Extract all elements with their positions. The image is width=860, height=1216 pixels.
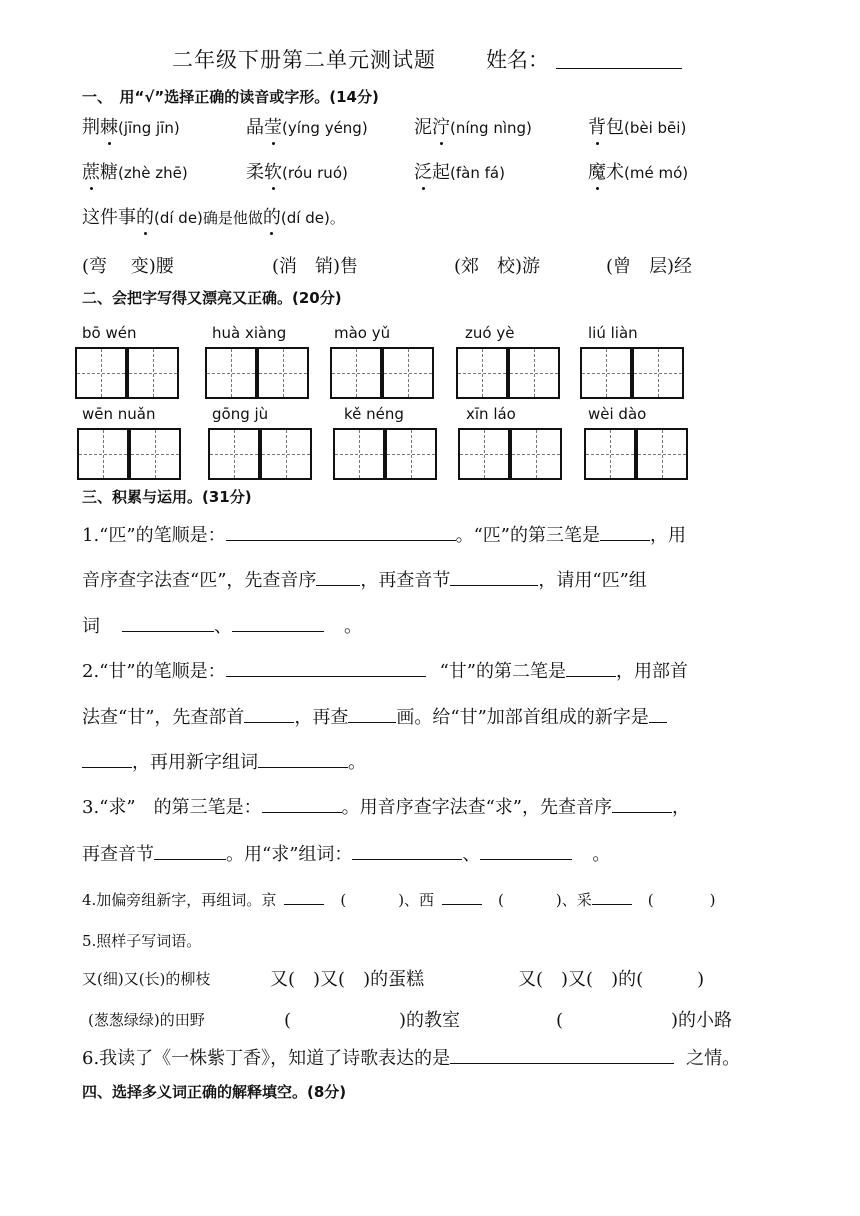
answer-blank[interactable]: [352, 843, 462, 860]
answer-blank[interactable]: [348, 706, 396, 723]
q5-example: 又(细)又(长)的柳枝: [82, 970, 211, 988]
q5-title: 5.照样子写词语。: [82, 932, 202, 950]
pinyin-label: kě néng: [344, 405, 404, 423]
pinyin-label: bō wén: [82, 324, 137, 342]
answer-blank[interactable]: [612, 796, 672, 813]
answer-blank[interactable]: [244, 706, 294, 723]
q5-item-4: ( )的小路: [556, 1010, 733, 1031]
q2-line-1: 2.“甘”的笔顺是： “甘”的第二笔是 ，用部首: [82, 661, 688, 682]
pinyin-label: xīn láo: [466, 405, 516, 423]
s1-row-2c: 泛起(fàn fá): [414, 162, 505, 183]
answer-blank[interactable]: [226, 524, 456, 541]
writing-box[interactable]: [75, 347, 127, 399]
answer-blank[interactable]: [154, 843, 226, 860]
s1-row-3: 这件事的(dí de)确是他做的(dí de)。: [82, 207, 345, 228]
writing-box[interactable]: [385, 428, 437, 480]
answer-blank[interactable]: [450, 569, 538, 586]
answer-blank[interactable]: [600, 524, 650, 541]
name-label: 姓名：: [486, 48, 549, 72]
writing-box[interactable]: [510, 428, 562, 480]
s1-row-2d: 魔术(mé mó): [588, 162, 689, 183]
s1-row-2b: 柔软(róu ruó): [246, 162, 348, 183]
s1-row-1c: 泥泞(níng nìng): [414, 117, 532, 138]
writing-box[interactable]: [584, 428, 636, 480]
s1-row-1b: 晶莹(yíng yéng): [246, 117, 368, 138]
q6-line: 6.我读了《一株紫丁香》，知道了诗歌表达的是 之情。: [82, 1048, 741, 1069]
writing-box[interactable]: [382, 347, 434, 399]
writing-box[interactable]: [508, 347, 560, 399]
writing-box[interactable]: [458, 428, 510, 480]
answer-blank[interactable]: [316, 569, 360, 586]
writing-box[interactable]: [330, 347, 382, 399]
name-blank[interactable]: [556, 68, 682, 69]
writing-box[interactable]: [205, 347, 257, 399]
q1-line-3: 词 、 。: [82, 616, 362, 637]
s1-row-4d: (曾 层)经: [606, 256, 693, 277]
page-title: 二年级下册第二单元测试题: [172, 48, 436, 72]
q5-item-1: 又( )又( )的蛋糕: [270, 969, 425, 990]
answer-blank[interactable]: [480, 843, 572, 860]
s1-row-4c: (郊 校)游: [454, 256, 541, 277]
section-4-heading: 四、选择多义词正确的解释填空。(8分): [82, 1083, 347, 1101]
q5-item-3: ( )的教室: [284, 1010, 461, 1031]
writing-box[interactable]: [77, 428, 129, 480]
answer-blank[interactable]: [122, 615, 214, 632]
s1-row-1d: 背包(bèi bēi): [588, 117, 687, 138]
pinyin-label: mào yǔ: [334, 324, 391, 342]
answer-blank[interactable]: [232, 615, 324, 632]
q5-item-2: 又( )又( )的( ): [518, 969, 705, 990]
answer-blank[interactable]: [649, 706, 667, 723]
writing-box[interactable]: [636, 428, 688, 480]
section-1-heading: 一、 用“√”选择正确的读音或字形。(14分): [82, 88, 379, 106]
q1-line-2: 音序查字法查“匹”，先查音序 ，再查音节 ，请用“匹”组: [82, 570, 647, 591]
pinyin-label: liú liàn: [588, 324, 638, 342]
s1-row-1: 荆棘(jīng jīn): [82, 117, 180, 138]
q1-line-1: 1.“匹”的笔顺是： 。“匹”的第三笔是 ，用: [82, 525, 686, 546]
writing-box[interactable]: [127, 347, 179, 399]
writing-box[interactable]: [208, 428, 260, 480]
writing-box[interactable]: [580, 347, 632, 399]
answer-blank[interactable]: [258, 751, 348, 768]
s1-row-2a: 蔗糖(zhè zhē): [82, 162, 188, 183]
answer-blank[interactable]: [82, 751, 132, 768]
answer-blank[interactable]: [450, 1047, 674, 1064]
answer-blank[interactable]: [262, 796, 342, 813]
answer-blank[interactable]: [284, 888, 324, 905]
s1-row-4b: (消 销)售: [272, 256, 359, 277]
answer-blank[interactable]: [226, 660, 426, 677]
writing-box[interactable]: [333, 428, 385, 480]
answer-blank[interactable]: [566, 660, 616, 677]
writing-box[interactable]: [456, 347, 508, 399]
writing-box[interactable]: [257, 347, 309, 399]
q3-line-1: 3.“求” 的第三笔是： 。用音序查字法查“求”，先查音序 ，: [82, 797, 690, 818]
q2-line-3: ，再用新字组词 。: [82, 748, 366, 774]
s1-row-4a: (弯 变)腰: [82, 256, 174, 277]
pinyin-label: huà xiàng: [212, 324, 287, 342]
pinyin-label: wēn nuǎn: [82, 405, 156, 423]
pinyin-label: gōng jù: [212, 405, 269, 423]
section-2-heading: 二、会把字写得又漂亮又正确。(20分): [82, 289, 342, 307]
writing-box[interactable]: [632, 347, 684, 399]
q4-line: 4.加偏旁组新字，再组词。京 ( )、西 ( )、采 ( ): [82, 888, 715, 910]
answer-blank[interactable]: [592, 888, 632, 905]
q5-example-2: (葱葱绿绿)的田野: [88, 1011, 205, 1029]
writing-box[interactable]: [129, 428, 181, 480]
pinyin-label: wèi dào: [588, 405, 647, 423]
pinyin-label: zuó yè: [465, 324, 515, 342]
answer-blank[interactable]: [442, 888, 482, 905]
q3-line-2: 再查音节 。用“求”组词： 、 。: [82, 844, 611, 865]
q2-line-2: 法查“甘”，先查部首 ，再查 画。给“甘”加部首组成的新字是: [82, 703, 667, 729]
writing-box[interactable]: [260, 428, 312, 480]
section-3-heading: 三、积累与运用。(31分): [82, 488, 252, 506]
